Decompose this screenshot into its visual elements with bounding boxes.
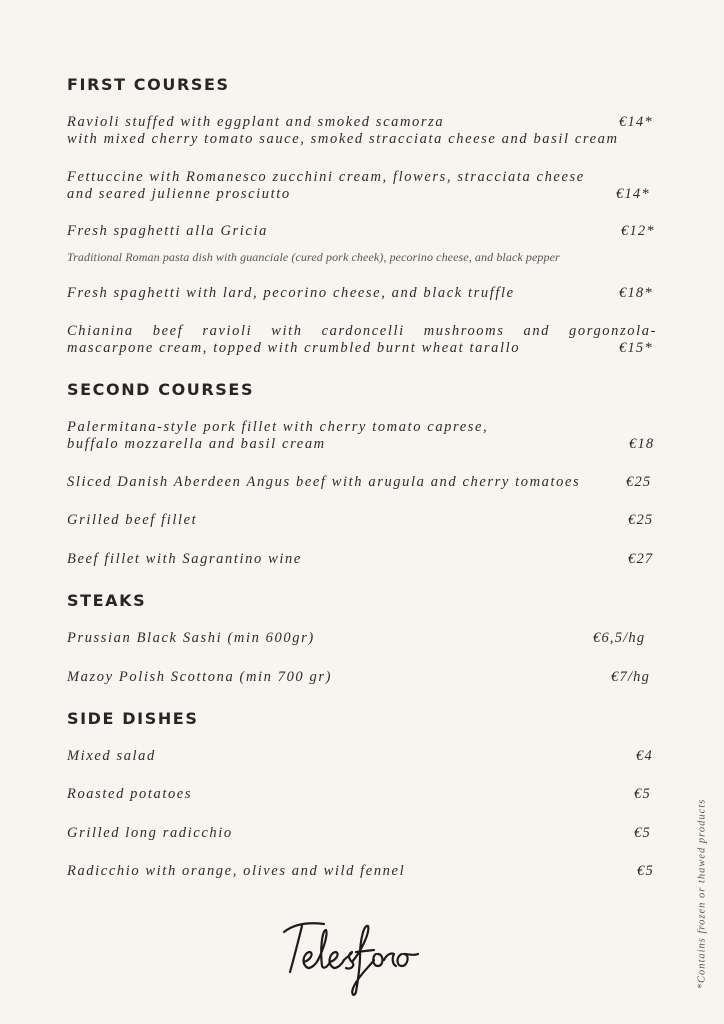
item-price: €25 <box>628 512 654 528</box>
item-price: €14* <box>616 186 650 202</box>
menu-item-grilled-radicchio: Grilled long radicchio <box>67 825 233 841</box>
item-price: €12* <box>621 223 655 239</box>
item-price: €4 <box>636 748 653 764</box>
item-name-line1: Palermitana-style pork fillet with cherry tomato caprese, <box>67 419 489 435</box>
telesforo-logo <box>278 910 448 1000</box>
item-name-line2: and seared julienne prosciutto <box>67 185 291 202</box>
menu-item-pork-fillet <box>67 419 488 452</box>
item-price: €5 <box>634 786 651 802</box>
item-price: €7/hg <box>611 669 651 685</box>
item-name-line1: Chianina beef ravioli with cardoncelli mushrooms and gorgonzola- <box>67 323 657 339</box>
item-price: €14* <box>619 114 653 130</box>
menu-item-beef-sagrantino: Beef fillet with Sagrantino wine <box>67 551 302 567</box>
section-title-first-courses: FIRST COURSES <box>67 75 230 94</box>
menu-item-spaghetti-gricia: Fresh spaghetti alla Gricia <box>67 223 268 239</box>
item-name-line1: Ravioli stuffed with eggplant and smoked scamorza <box>67 114 445 130</box>
item-price: €25 <box>626 474 652 490</box>
item-price: €27 <box>628 551 654 567</box>
section-title-side-dishes: SIDE DISHES <box>67 709 199 728</box>
footnote-frozen-products: *Contains frozen or thawed products <box>696 798 708 990</box>
item-price: €6,5/hg <box>593 630 646 646</box>
item-name-line1: Fettuccine with Romanesco zucchini cream, flowers, stracciata cheese <box>67 169 585 185</box>
item-name-line2: with mixed cherry tomato sauce, smoked stracciata cheese and basil cream <box>67 130 619 147</box>
item-price: €18* <box>619 285 653 301</box>
item-price: €5 <box>634 825 651 841</box>
menu-item-radicchio-orange: Radicchio with orange, olives and wild fennel <box>67 863 406 879</box>
item-name-line2: mascarpone cream, topped with crumbled burnt wheat tarallo <box>67 339 521 356</box>
section-title-second-courses: SECOND COURSES <box>67 380 255 399</box>
item-name-line2: buffalo mozzarella and basil cream <box>67 435 326 452</box>
menu-item-roasted-potatoes: Roasted potatoes <box>67 786 193 802</box>
item-price: €5 <box>637 863 654 879</box>
menu-item-spaghetti-truffle: Fresh spaghetti with lard, pecorino cheese, and black truffle <box>67 285 515 301</box>
item-price: €15* <box>619 340 653 356</box>
menu-item-angus-beef: Sliced Danish Aberdeen Angus beef with arugula and cherry tomatoes <box>67 474 581 490</box>
menu-item-mixed-salad: Mixed salad <box>67 748 156 764</box>
menu-item-ravioli-eggplant <box>67 114 619 147</box>
menu-item-prussian-black: Prussian Black Sashi (min 600gr) <box>67 630 315 646</box>
menu-item-fettuccine <box>67 169 585 202</box>
menu-item-chianina-ravioli <box>67 323 657 356</box>
item-description: Traditional Roman pasta dish with guanciale (cured pork cheek), pecorino cheese, and black pepper <box>67 250 560 264</box>
menu-item-mazoy-scottona: Mazoy Polish Scottona (min 700 gr) <box>67 669 333 685</box>
item-price: €18 <box>629 436 655 452</box>
menu-item-grilled-beef-fillet: Grilled beef fillet <box>67 512 198 528</box>
section-title-steaks: STEAKS <box>67 591 147 610</box>
